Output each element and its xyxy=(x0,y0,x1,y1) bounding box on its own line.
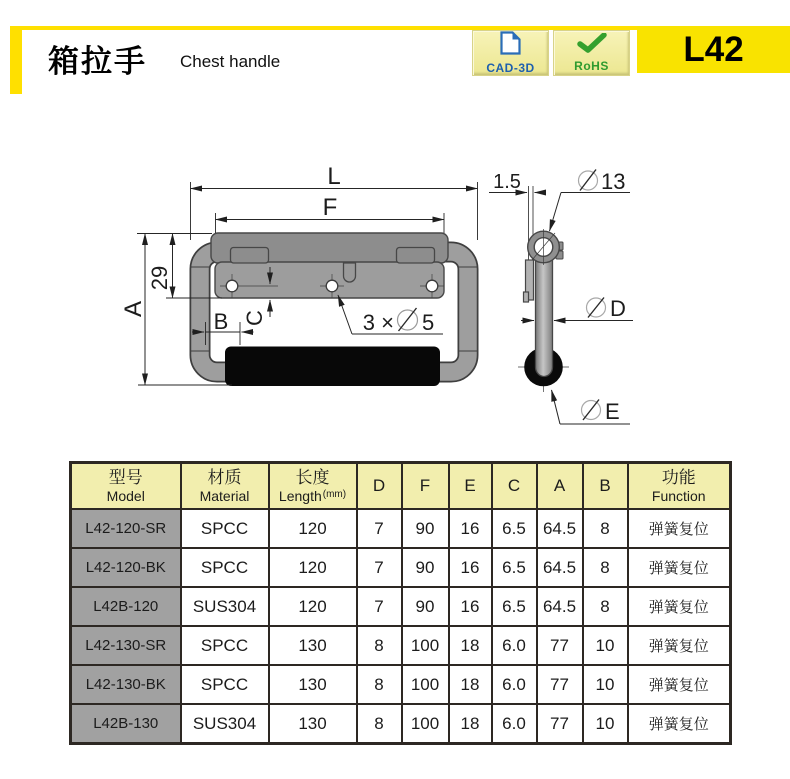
spec-cell: 6.0 xyxy=(492,704,537,744)
strap-profile xyxy=(536,248,553,377)
table-row xyxy=(71,704,731,744)
page-title: 箱拉手 xyxy=(48,44,147,79)
table-row xyxy=(71,548,731,587)
spec-cell: 130 xyxy=(269,704,357,744)
spec-cell: 100 xyxy=(402,626,449,665)
table-row xyxy=(71,626,731,665)
spec-cell: 18 xyxy=(449,665,492,704)
model-cell: L42B-130 xyxy=(71,704,181,744)
function-cell: 弹簧复位 xyxy=(628,587,731,626)
function-cell: 弹簧复位 xyxy=(628,626,731,665)
col-header-C: C xyxy=(492,463,537,510)
spec-cell: 6.5 xyxy=(492,509,537,548)
spec-cell: 16 xyxy=(449,587,492,626)
spec-cell: 64.5 xyxy=(537,548,583,587)
spec-cell: 120 xyxy=(269,548,357,587)
spec-cell: 8 xyxy=(583,587,628,626)
spec-table-body xyxy=(71,509,731,744)
hole-callout-dia: 5 xyxy=(422,310,435,335)
spec-cell: 77 xyxy=(537,704,583,744)
dim-label-29: 29 xyxy=(147,265,172,291)
mounting-hole xyxy=(226,280,238,292)
spec-cell: 8 xyxy=(357,626,402,665)
spring-clip-right xyxy=(397,248,435,264)
spec-table xyxy=(69,461,732,745)
spec-cell: SUS304 xyxy=(181,587,269,626)
accent-bar xyxy=(10,26,22,94)
dim-label-B: B xyxy=(213,309,229,334)
table-row xyxy=(71,665,731,704)
front-view xyxy=(190,233,478,386)
model-cell: L42-130-BK xyxy=(71,665,181,704)
function-cell: 弹簧复位 xyxy=(628,704,731,744)
model-cell: L42-120-SR xyxy=(71,509,181,548)
col-header-B: B xyxy=(583,463,628,510)
function-cell: 弹簧复位 xyxy=(628,665,731,704)
col-header-A: A xyxy=(537,463,583,510)
leader-line xyxy=(550,193,562,232)
leader-line xyxy=(552,390,561,424)
center-tab xyxy=(344,263,356,282)
mounting-plate xyxy=(215,262,444,298)
spec-cell: SPCC xyxy=(181,665,269,704)
spec-cell: 100 xyxy=(402,704,449,744)
spec-cell: 10 xyxy=(583,626,628,665)
table-header-row xyxy=(71,463,731,510)
col-header-material: 材质 Material xyxy=(181,463,269,510)
model-cell: L42B-120 xyxy=(71,587,181,626)
spec-cell: SPCC xyxy=(181,626,269,665)
hole-callout-count: 3 × xyxy=(362,310,394,335)
spec-cell: 8 xyxy=(583,548,628,587)
spec-cell: 120 xyxy=(269,587,357,626)
spec-cell: 130 xyxy=(269,665,357,704)
spec-cell: 7 xyxy=(357,548,402,587)
spec-cell: SPCC xyxy=(181,548,269,587)
rubber-grip xyxy=(225,347,440,387)
side-bracket-foot xyxy=(524,292,529,302)
function-cell: 弹簧复位 xyxy=(628,509,731,548)
spec-cell: 16 xyxy=(449,548,492,587)
spring-clip-left xyxy=(231,248,269,264)
spec-cell: SPCC xyxy=(181,509,269,548)
spec-cell: 6.5 xyxy=(492,587,537,626)
col-header-length: 长度 Length$^{(mm)}$ xyxy=(269,463,357,510)
spec-cell: 6.0 xyxy=(492,665,537,704)
col-header-E: E xyxy=(449,463,492,510)
spec-cell: 64.5 xyxy=(537,509,583,548)
dim-label-L: L xyxy=(327,163,341,190)
spec-cell: 90 xyxy=(402,587,449,626)
spec-cell: 130 xyxy=(269,626,357,665)
dim-label-dia13: 13 xyxy=(601,169,626,194)
drawing-svg xyxy=(0,100,790,460)
col-header-F: F xyxy=(402,463,449,510)
cad-3d-label: CAD-3D xyxy=(486,61,535,75)
dim-label-F: F xyxy=(322,194,338,221)
table-row xyxy=(71,587,731,626)
col-header-function: 功能 Function xyxy=(628,463,731,510)
spec-cell: 8 xyxy=(357,665,402,704)
spec-cell: SUS304 xyxy=(181,704,269,744)
spec-cell: 90 xyxy=(402,509,449,548)
length-unit: (mm) xyxy=(322,488,347,500)
spec-cell: 10 xyxy=(583,704,628,744)
rohs-label: RoHS xyxy=(574,59,609,73)
side-view xyxy=(489,169,633,424)
spec-cell: 6.5 xyxy=(492,548,537,587)
part-number-badge: L42 xyxy=(637,26,790,73)
spec-cell: 16 xyxy=(449,509,492,548)
table-row xyxy=(71,509,731,548)
dim-label-C: C xyxy=(242,310,267,326)
model-cell: L42-130-SR xyxy=(71,626,181,665)
spec-cell: 7 xyxy=(357,509,402,548)
spec-cell: 10 xyxy=(583,665,628,704)
rohs-badge xyxy=(553,30,630,76)
spec-cell: 18 xyxy=(449,704,492,744)
col-header-model: 型号 Model xyxy=(71,463,181,510)
spec-cell: 120 xyxy=(269,509,357,548)
spec-cell: 77 xyxy=(537,626,583,665)
cad-document-icon xyxy=(500,31,521,60)
mounting-hole xyxy=(426,280,438,292)
dim-label-diaE: E xyxy=(605,399,620,424)
spec-cell: 7 xyxy=(357,587,402,626)
technical-drawing xyxy=(0,100,790,460)
spec-cell: 77 xyxy=(537,665,583,704)
checkmark-icon xyxy=(577,33,607,58)
spec-cell: 64.5 xyxy=(537,587,583,626)
leader-line xyxy=(338,295,352,334)
mounting-hole xyxy=(326,280,338,292)
spec-cell: 8 xyxy=(583,509,628,548)
dim-label-diaD: D xyxy=(610,296,626,321)
function-cell: 弹簧复位 xyxy=(628,548,731,587)
cad-3d-button[interactable] xyxy=(472,30,549,76)
spec-cell: 100 xyxy=(402,665,449,704)
dim-label-A: A xyxy=(120,300,147,318)
dim-label-thickness: 1.5 xyxy=(493,171,521,193)
page-subtitle: Chest handle xyxy=(180,52,281,71)
spec-cell: 6.0 xyxy=(492,626,537,665)
spec-cell: 8 xyxy=(357,704,402,744)
model-cell: L42-120-BK xyxy=(71,548,181,587)
spec-cell: 90 xyxy=(402,548,449,587)
col-header-D: D xyxy=(357,463,402,510)
spec-cell: 18 xyxy=(449,626,492,665)
